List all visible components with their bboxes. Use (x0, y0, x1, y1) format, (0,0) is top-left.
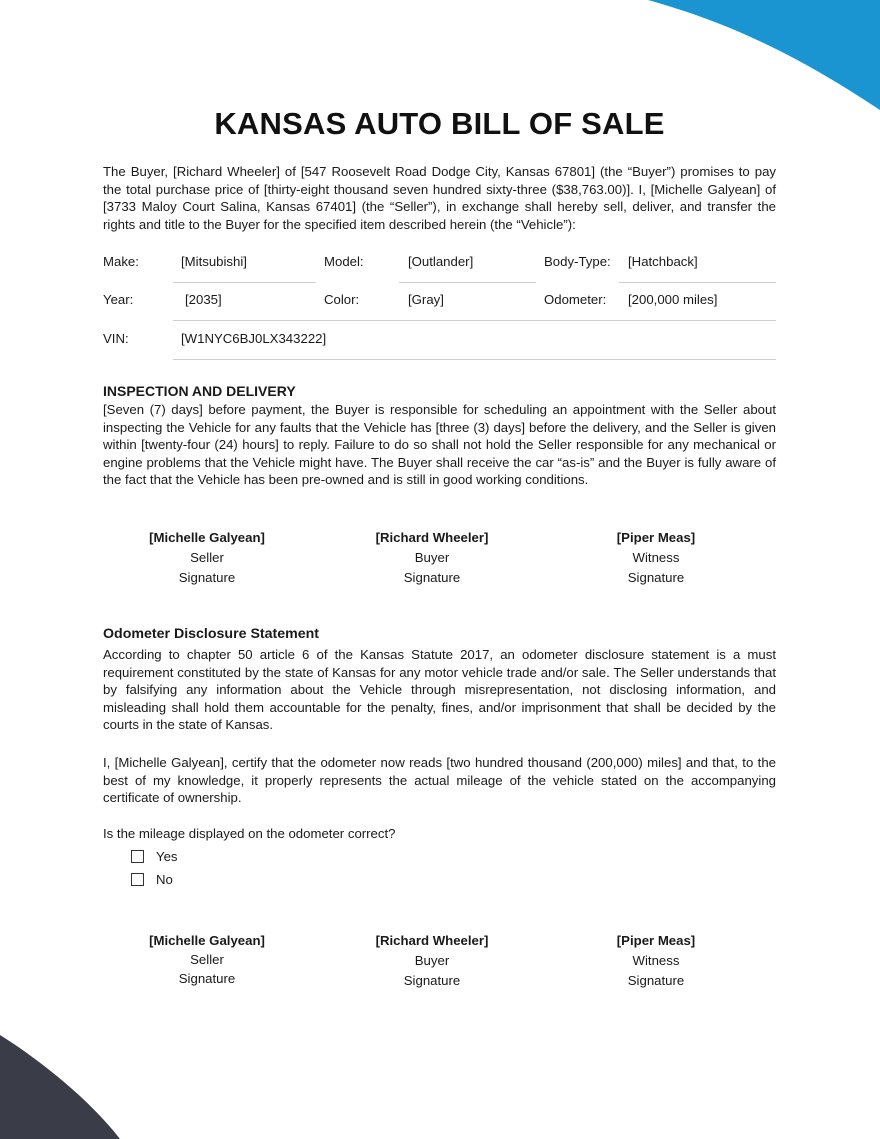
buyer-name: [Richard Wheeler] (375, 933, 489, 948)
vin-label: VIN: (103, 331, 129, 346)
mileage-question: Is the mileage displayed on the odometer correct? (103, 826, 396, 841)
year-label: Year: (103, 292, 134, 307)
make-value: [Mitsubishi] (181, 254, 247, 269)
table-divider (173, 320, 776, 321)
color-label: Color: (324, 292, 360, 307)
body-type-value: [Hatchback] (628, 254, 698, 269)
witness-signature-block-2 (546, 931, 766, 991)
seller-role: Seller (190, 550, 224, 565)
buyer-signature-block-2 (322, 931, 542, 991)
witness-name: [Piper Meas] (616, 530, 696, 545)
witness-signature-line: Signature (627, 570, 685, 585)
seller-signature-line: Signature (178, 971, 236, 986)
buyer-name: [Richard Wheeler] (375, 530, 489, 545)
witness-signature-block (546, 528, 766, 588)
certification-paragraph: I, [Michelle Galyean], certify that the odometer now reads [two hundred thousand (200,000) miles] and that, to the best of my knowledge, it properly represents the actual mileage of the vehicle stated on the accompanying certificate of ownership. (103, 755, 776, 806)
buyer-signature-block (322, 528, 542, 588)
bottom-left-dark-swoosh (0, 1035, 120, 1139)
odometer-value: [200,000 miles] (628, 292, 718, 307)
odometer-label: Odometer: (544, 292, 607, 307)
inspection-heading: INSPECTION AND DELIVERY (103, 383, 296, 399)
seller-signature-block-2 (97, 931, 317, 988)
intro-paragraph: The Buyer, [Richard Wheeler] of [547 Roosevelt Road Dodge City, Kansas 67801] (the “Buyer”) promises to pay the total purchase price of [thirty-eight thousand seven hundred sixty-three ($38,763.00)]. I, [Michelle Galyean] of [3733 Maloy Court Salina, Kansas 67401] (the “Seller”), in exchange shall hereby sell, deliver, and transfer the rights and title to the Buyer for the specified item described herein (the “Vehicle”): (103, 164, 776, 232)
document-title: KANSAS AUTO BILL OF SALE (214, 106, 665, 141)
buyer-signature-line: Signature (403, 973, 461, 988)
buyer-signature-line: Signature (403, 570, 461, 585)
witness-role: Witness (632, 550, 680, 565)
model-value: [Outlander] (408, 254, 474, 269)
odometer-heading: Odometer Disclosure Statement (103, 626, 320, 642)
table-divider (173, 359, 776, 360)
seller-role: Seller (190, 952, 224, 967)
buyer-role: Buyer (414, 550, 450, 565)
seller-signature-block (97, 528, 317, 588)
buyer-role: Buyer (414, 953, 450, 968)
table-divider (399, 282, 536, 283)
body-type-label: Body-Type: (544, 254, 611, 269)
option-no[interactable] (131, 872, 173, 887)
color-value: [Gray] (408, 292, 444, 307)
option-yes[interactable] (131, 849, 178, 864)
witness-name: [Piper Meas] (616, 933, 696, 948)
vin-value: [W1NYC6BJ0LX343222] (181, 331, 327, 346)
seller-signature-line: Signature (178, 570, 236, 585)
no-label: No (156, 872, 173, 887)
table-divider (619, 282, 776, 283)
seller-name: [Michelle Galyean] (149, 933, 265, 948)
witness-role: Witness (632, 953, 680, 968)
odometer-paragraph: According to chapter 50 article 6 of the Kansas Statute 2017, an odometer disclosure statement is a must requirement constituted by the state of Kansas for any motor vehicle trade and/or sale. The Seller understands that by falsifying any information about the Vehicle through misrepresentation, not disclosing information, and misleading shall hold them accountable for the penalty, fines, and/or imprisonment that shall be decided by the courts in the state of Kansas. (103, 647, 776, 733)
table-divider (173, 282, 316, 283)
top-right-blue-swoosh (648, 0, 880, 110)
no-checkbox[interactable] (131, 873, 144, 886)
yes-checkbox[interactable] (131, 850, 144, 863)
inspection-paragraph: [Seven (7) days] before payment, the Buyer is responsible for scheduling an appointment with the Seller about inspecting the Vehicle for any faults that the Vehicle has [three (3) days] before the delivery, and the Seller is given within [twenty-four (24) hours] to reply. Failure to do so shall not hold the Seller responsible for any mechanical or engine problems that the Vehicle might have. The Buyer shall receive the car “as-is” and the Buyer is fully aware of the fact that the Vehicle has been pre-owned and is still in good working conditions. (103, 402, 776, 488)
witness-signature-line: Signature (627, 973, 685, 988)
make-label: Make: (103, 254, 139, 269)
yes-label: Yes (156, 849, 178, 864)
seller-name: [Michelle Galyean] (149, 530, 265, 545)
model-label: Model: (324, 254, 364, 269)
year-value: [2035] (185, 292, 222, 307)
